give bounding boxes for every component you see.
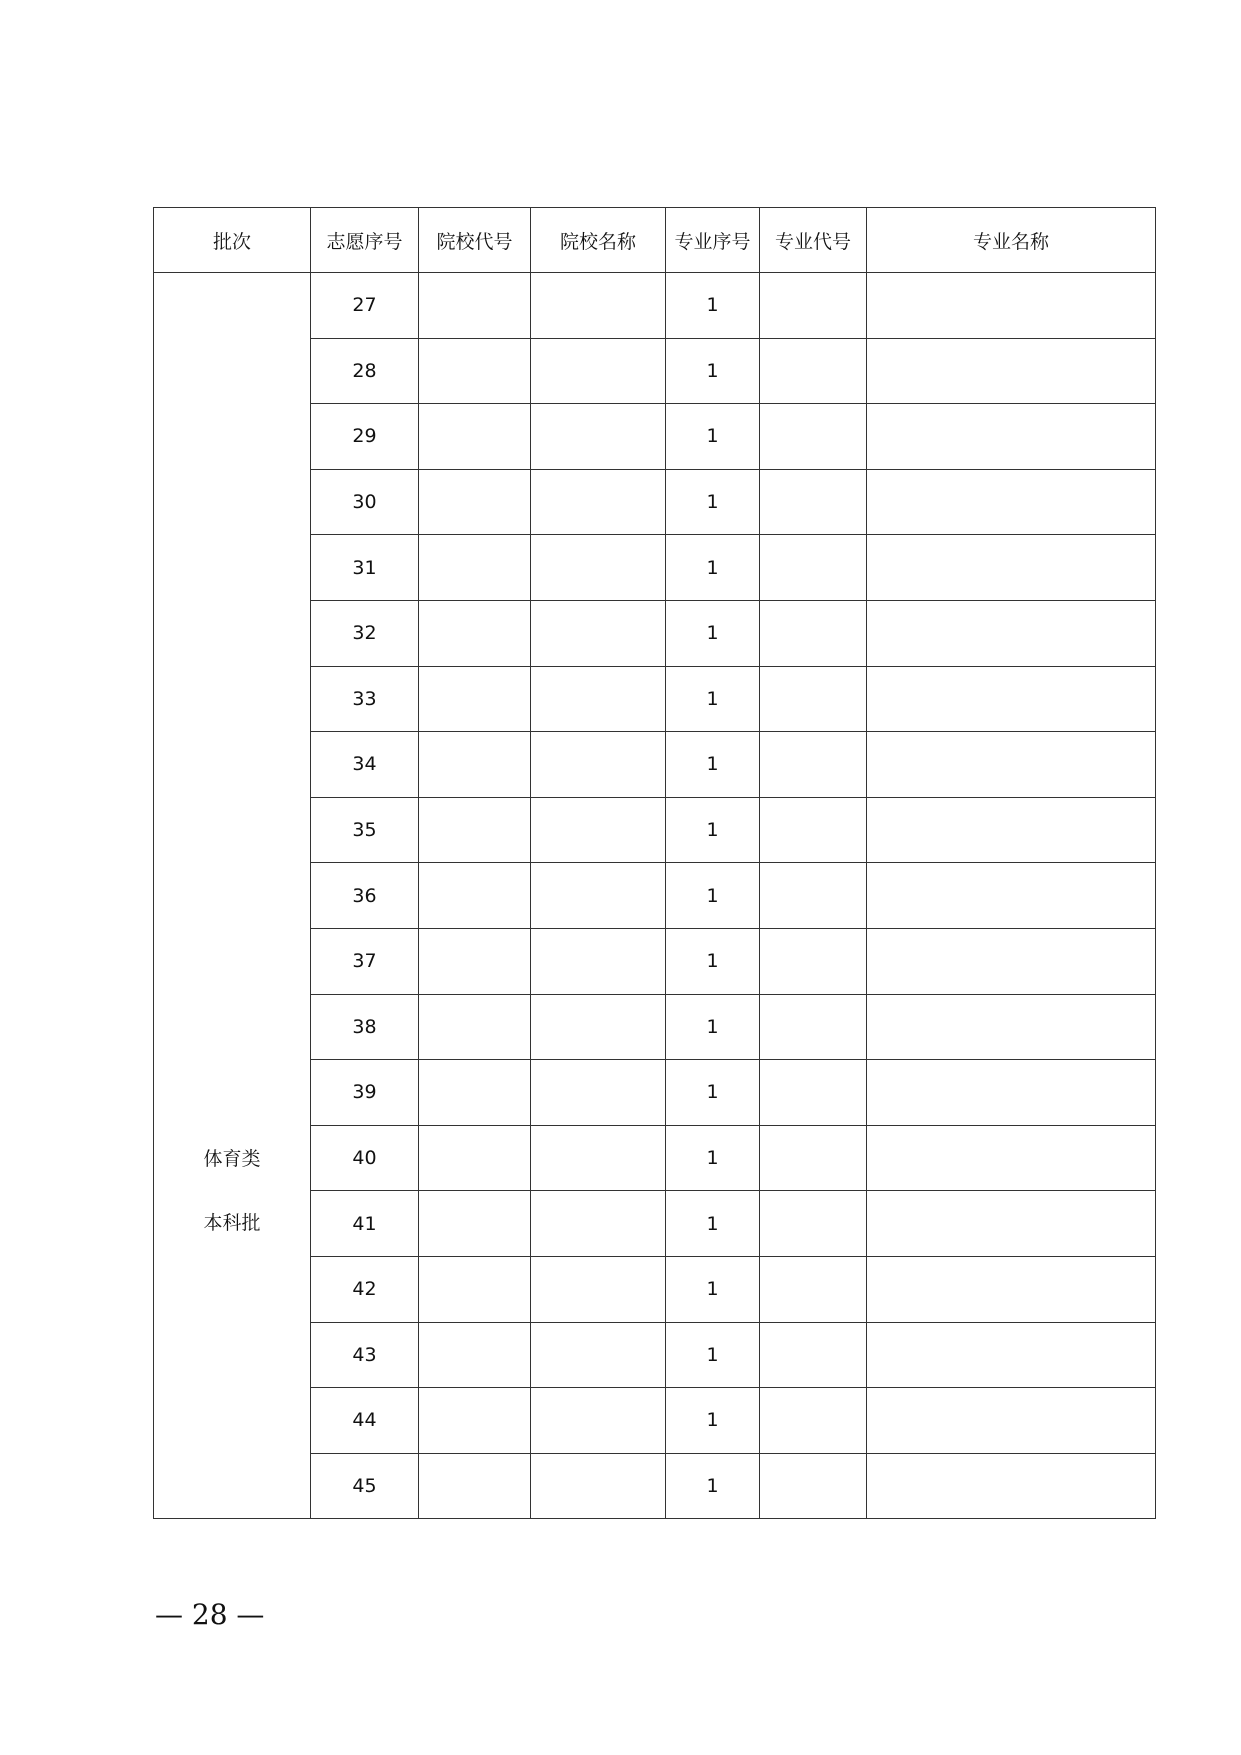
school-name-cell[interactable]	[531, 1256, 666, 1322]
school-name-cell[interactable]	[531, 797, 666, 863]
major-code-cell[interactable]	[760, 1191, 867, 1257]
major-code-cell[interactable]	[760, 469, 867, 535]
batch-label: 本科批	[203, 1212, 261, 1234]
major-seq-cell: 1	[666, 797, 760, 863]
major-name-cell[interactable]	[867, 928, 1156, 994]
volunteer-no-cell: 36	[311, 863, 419, 929]
major-code-cell[interactable]	[760, 863, 867, 929]
major-name-cell[interactable]	[867, 469, 1156, 535]
school-code-cell[interactable]	[419, 1453, 531, 1519]
school-code-cell[interactable]	[419, 404, 531, 470]
volunteer-no-cell: 29	[311, 404, 419, 470]
header-school-code: 院校代号	[419, 208, 531, 273]
volunteer-no-cell: 41	[311, 1191, 419, 1257]
volunteer-no-cell: 39	[311, 1060, 419, 1126]
major-code-cell[interactable]	[760, 994, 867, 1060]
major-seq-cell: 1	[666, 404, 760, 470]
major-code-cell[interactable]	[760, 1453, 867, 1519]
batch-cell	[154, 273, 311, 1519]
school-code-cell[interactable]	[419, 469, 531, 535]
header-major-code: 专业代号	[760, 208, 867, 273]
volunteer-no-cell: 33	[311, 666, 419, 732]
school-name-cell[interactable]	[531, 863, 666, 929]
school-code-cell[interactable]	[419, 1060, 531, 1126]
school-name-cell[interactable]	[531, 1191, 666, 1257]
major-name-cell[interactable]	[867, 338, 1156, 404]
volunteer-no-cell: 35	[311, 797, 419, 863]
major-seq-cell: 1	[666, 928, 760, 994]
school-name-cell[interactable]	[531, 535, 666, 601]
major-seq-cell: 1	[666, 1060, 760, 1126]
school-code-cell[interactable]	[419, 1256, 531, 1322]
school-code-cell[interactable]	[419, 732, 531, 798]
major-seq-cell: 1	[666, 535, 760, 601]
major-name-cell[interactable]	[867, 1256, 1156, 1322]
table-row	[154, 273, 1156, 339]
major-seq-cell: 1	[666, 469, 760, 535]
major-name-cell[interactable]	[867, 404, 1156, 470]
volunteer-no-cell: 28	[311, 338, 419, 404]
major-code-cell[interactable]	[760, 732, 867, 798]
school-code-cell[interactable]	[419, 797, 531, 863]
volunteer-no-cell: 32	[311, 600, 419, 666]
major-name-cell[interactable]	[867, 1322, 1156, 1388]
major-seq-cell: 1	[666, 994, 760, 1060]
school-code-cell[interactable]	[419, 600, 531, 666]
major-name-cell[interactable]	[867, 273, 1156, 339]
major-code-cell[interactable]	[760, 1256, 867, 1322]
volunteer-no-cell: 44	[311, 1388, 419, 1454]
major-code-cell[interactable]	[760, 1322, 867, 1388]
volunteer-no-cell: 37	[311, 928, 419, 994]
major-seq-cell: 1	[666, 863, 760, 929]
major-name-cell[interactable]	[867, 1191, 1156, 1257]
major-seq-cell: 1	[666, 1125, 760, 1191]
major-seq-cell: 1	[666, 600, 760, 666]
school-name-cell[interactable]	[531, 1060, 666, 1126]
application-form-table	[153, 207, 1156, 1519]
school-name-cell[interactable]	[531, 1322, 666, 1388]
major-name-cell[interactable]	[867, 535, 1156, 601]
school-name-cell[interactable]	[531, 1388, 666, 1454]
header-batch: 批次	[154, 208, 311, 273]
school-code-cell[interactable]	[419, 1322, 531, 1388]
school-code-cell[interactable]	[419, 1125, 531, 1191]
major-name-cell[interactable]	[867, 1453, 1156, 1519]
volunteer-no-cell: 42	[311, 1256, 419, 1322]
batch-label: 体育类	[203, 1148, 261, 1170]
school-name-cell[interactable]	[531, 338, 666, 404]
volunteer-no-cell: 31	[311, 535, 419, 601]
school-code-cell[interactable]	[419, 1191, 531, 1257]
school-name-cell[interactable]	[531, 666, 666, 732]
major-code-cell[interactable]	[760, 1060, 867, 1126]
major-code-cell[interactable]	[760, 273, 867, 339]
volunteer-no-cell: 40	[311, 1125, 419, 1191]
major-code-cell[interactable]	[760, 928, 867, 994]
major-name-cell[interactable]	[867, 797, 1156, 863]
major-name-cell[interactable]	[867, 600, 1156, 666]
major-name-cell[interactable]	[867, 863, 1156, 929]
major-name-cell[interactable]	[867, 1388, 1156, 1454]
school-name-cell[interactable]	[531, 1453, 666, 1519]
major-code-cell[interactable]	[760, 1388, 867, 1454]
page-number: — 28 —	[155, 1598, 265, 1631]
major-name-cell[interactable]	[867, 994, 1156, 1060]
major-name-cell[interactable]	[867, 1060, 1156, 1126]
volunteer-no-cell: 34	[311, 732, 419, 798]
header-major-seq: 专业序号	[666, 208, 760, 273]
header-volunteer-no: 志愿序号	[311, 208, 419, 273]
school-name-cell[interactable]	[531, 469, 666, 535]
volunteer-no-cell: 45	[311, 1453, 419, 1519]
major-seq-cell: 1	[666, 1322, 760, 1388]
header-row	[154, 208, 1156, 273]
volunteer-no-cell: 43	[311, 1322, 419, 1388]
school-name-cell[interactable]	[531, 994, 666, 1060]
school-code-cell[interactable]	[419, 863, 531, 929]
header-major-name: 专业名称	[867, 208, 1156, 273]
major-code-cell[interactable]	[760, 1125, 867, 1191]
major-name-cell[interactable]	[867, 666, 1156, 732]
major-seq-cell: 1	[666, 1191, 760, 1257]
header-school-name: 院校名称	[531, 208, 666, 273]
major-seq-cell: 1	[666, 666, 760, 732]
school-code-cell[interactable]	[419, 338, 531, 404]
table-body	[154, 273, 1156, 1519]
school-name-cell[interactable]	[531, 928, 666, 994]
volunteer-no-cell: 38	[311, 994, 419, 1060]
major-seq-cell: 1	[666, 732, 760, 798]
major-code-cell[interactable]	[760, 404, 867, 470]
major-code-cell[interactable]	[760, 666, 867, 732]
school-name-cell[interactable]	[531, 1125, 666, 1191]
school-code-cell[interactable]	[419, 994, 531, 1060]
school-code-cell[interactable]	[419, 273, 531, 339]
major-seq-cell: 1	[666, 1388, 760, 1454]
major-seq-cell: 1	[666, 273, 760, 339]
school-code-cell[interactable]	[419, 1388, 531, 1454]
volunteer-no-cell: 30	[311, 469, 419, 535]
volunteer-no-cell: 27	[311, 273, 419, 339]
major-code-cell[interactable]	[760, 338, 867, 404]
major-code-cell[interactable]	[760, 797, 867, 863]
school-name-cell[interactable]	[531, 600, 666, 666]
major-name-cell[interactable]	[867, 1125, 1156, 1191]
major-seq-cell: 1	[666, 1453, 760, 1519]
major-code-cell[interactable]	[760, 535, 867, 601]
school-code-cell[interactable]	[419, 928, 531, 994]
school-code-cell[interactable]	[419, 666, 531, 732]
major-code-cell[interactable]	[760, 600, 867, 666]
major-seq-cell: 1	[666, 1256, 760, 1322]
school-name-cell[interactable]	[531, 273, 666, 339]
school-name-cell[interactable]	[531, 732, 666, 798]
school-code-cell[interactable]	[419, 535, 531, 601]
school-name-cell[interactable]	[531, 404, 666, 470]
major-seq-cell: 1	[666, 338, 760, 404]
major-name-cell[interactable]	[867, 732, 1156, 798]
